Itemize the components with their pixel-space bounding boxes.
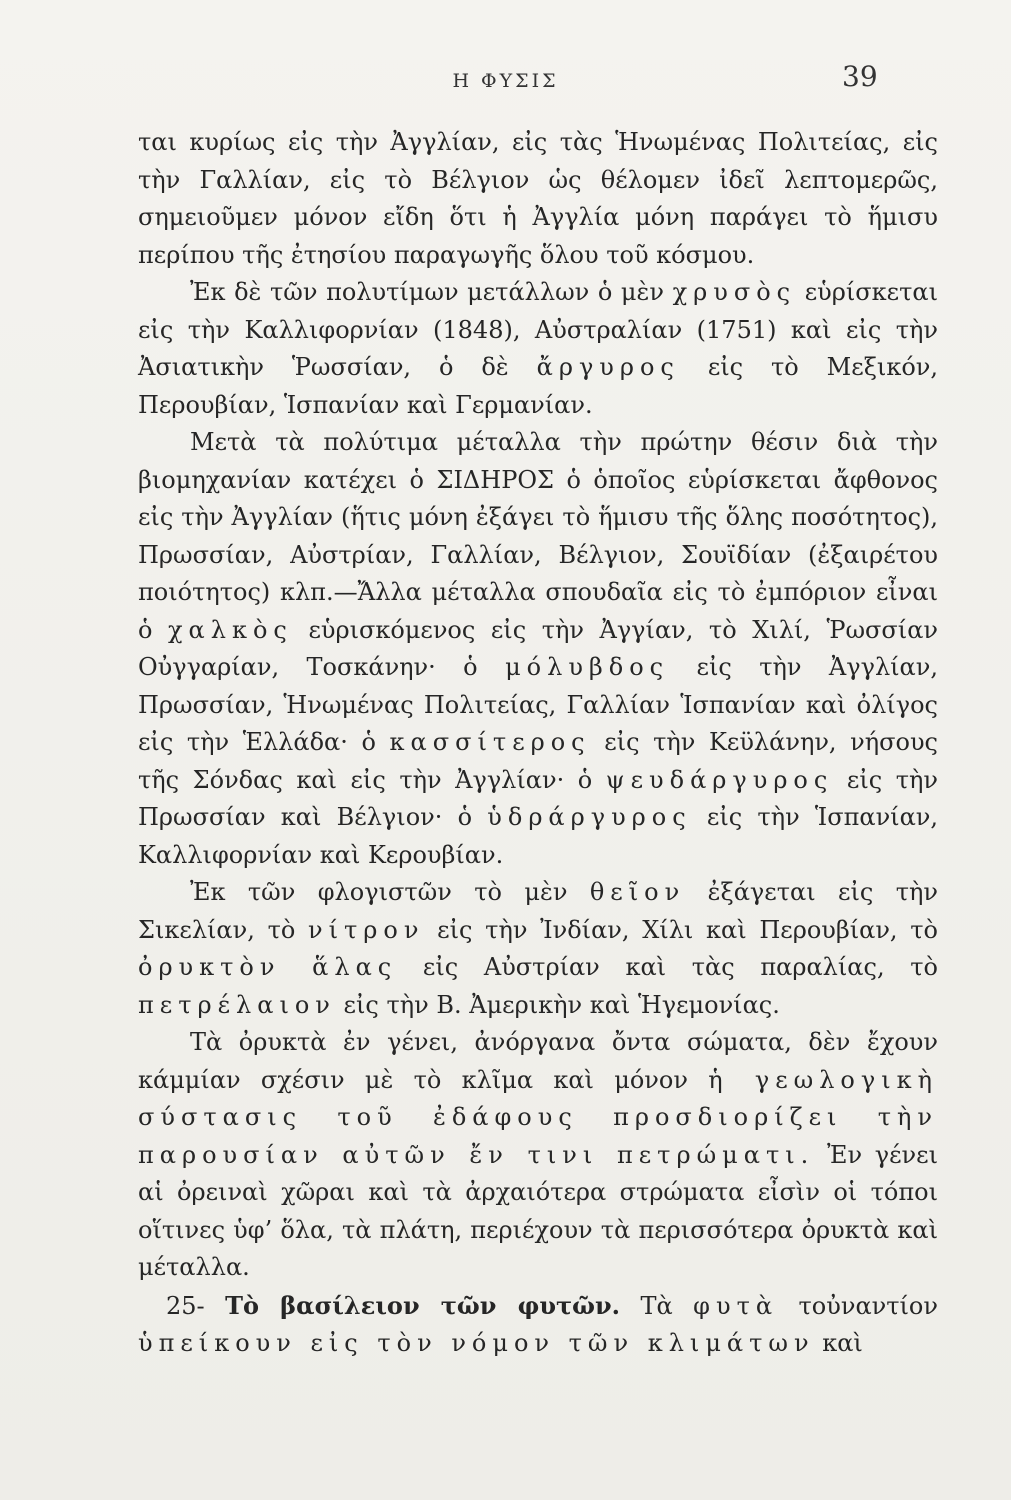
paragraph-2: [138, 274, 938, 424]
text-run: Μετὰ τὰ πολύτιμα μέταλλα τὴν πρώτην θέσιν διὰ τὴν βιομηχανίαν κατέχει ὁ ΣΙΔΗΡΟΣ ὁ ὁποῖος εὑρίσκεται ἄφθονος εἰς τὴν Ἀγγλίαν (ἥτις μόνη ἐξάγει τὸ ἥμισυ τῆς ὅλης ποσότητος), Πρωσσίαν, Αὐστρίαν, Γαλλίαν, Βέλγιον, Σουϊδίαν (ἐξαιρέτου ποιότητος) κλπ.—Ἄλλα μέταλλα σπουδαῖα εἰς τὸ ἐμπόριον εἶναι ὁ: [138, 428, 938, 644]
text-run: εὑρίσκεται εἰς τὴν Καλλιφορνίαν (1848), Αὐστραλίαν (1751) καὶ εἰς τὴν Ἀσιατικὴν Ῥωσσίαν, ὁ δὲ: [138, 278, 938, 381]
paragraph-4: [138, 874, 938, 1024]
spaced-term: ὑδράργυρος: [487, 803, 692, 831]
spaced-term: φυτὰ: [693, 1291, 779, 1320]
spaced-term: ὑπείκουν εἰς τὸν νόμον τῶν κλιμάτων: [138, 1329, 815, 1357]
text-run: εἰς τὸ Μεξικόν, Περουβίαν, Ἱσπανίαν καὶ Γερμανίαν.: [138, 353, 938, 419]
paragraph-6: [138, 1287, 938, 1363]
spaced-term: χαλκὸς: [168, 615, 293, 644]
text-run: εἰς τὴν Πρωσσίαν καὶ Βέλγιον· ὁ: [138, 765, 938, 831]
running-header: Η ΦΥΣΙΣ: [452, 70, 559, 92]
spaced-term: νίτρον: [308, 915, 425, 944]
text-run: εἰς τὴν Ἀγγλίαν, Πρωσσίαν, Ἡνωμένας Πολιτείας, Γαλλίαν Ἱσπανίαν καὶ ὀλίγος εἰς τὴν Ἑλλάδα· ὁ: [138, 653, 938, 756]
section-title: Τὸ βασίλειον τῶν φυτῶν.: [225, 1290, 621, 1320]
text-run: καὶ: [822, 1329, 863, 1357]
text-run: τοὐναντίον: [798, 1291, 938, 1320]
section-number: 25-: [166, 1291, 205, 1320]
paragraph-1: ται κυρίως εἰς τὴν Ἀγγλίαν, εἰς τὰς Ἡνωμένας Πολιτείας, εἰς τὴν Γαλλίαν, εἰς τὸ Βέλγιον ὡς θέλομεν ἰδεῖ λεπτομερῶς, σημειοῦμεν μόνον εἴδη ὅτι ἡ Ἀγγλία μόνη παράγει τὸ ἥμισυ περίπου τῆς ἐτησίου παραγωγῆς ὅλου τοῦ κόσμου.: [138, 128, 938, 269]
text-run: εἰς τὴν Ἱσπανίαν, Καλλιφορνίαν καὶ Κερουβίαν.: [138, 803, 938, 869]
text-run: εἰς τὴν Κεϋλάνην, νήσους τῆς Σόνδας καὶ εἰς τὴν Ἀγγλίαν· ὁ: [138, 728, 938, 794]
spaced-term: κασσίτερος: [389, 728, 591, 756]
text-run: ἐξάγεται εἰς τὴν Σικελίαν, τὸ: [138, 878, 938, 944]
text-run: εὑρισκόμενος εἰς τὴν Ἀγγίαν, τὸ Χιλί, Ῥωσσίαν Οὐγγαρίαν, Τοσκάνην· ὁ: [138, 615, 938, 681]
page-number: 39: [842, 60, 878, 93]
text-run: Ἐκ τῶν φλογιστῶν τὸ μὲν: [190, 878, 568, 906]
spaced-term: ὀρυκτὸν ἅλας: [138, 953, 398, 981]
paragraph-3: [138, 424, 938, 874]
spaced-term: ἄργυρος: [536, 353, 680, 381]
spaced-term: χρυσὸς: [672, 278, 797, 306]
text-run: Τὰ: [640, 1291, 673, 1320]
text-run: Ἐν γένει αἱ ὀρειναὶ χῶραι καὶ τὰ ἀρχαιότερα στρώματα εἶσὶν οἱ τόποι οἵτινες ὑφ’ ὅλα, τὰ πλάτη, περιέχουν τὰ περισσότερα ὀρυκτὰ καὶ μέταλλα.: [138, 1140, 938, 1281]
text-run: εἰς τὴν Β. Ἀμερικὴν καὶ Ἡγεμονίας.: [343, 990, 780, 1019]
text-run: εἰς τὴν Ἰνδίαν, Χίλι καὶ Περουβίαν, τὸ: [437, 915, 938, 944]
spaced-term: μόλυβδος: [505, 653, 670, 681]
text-run: Ἐκ δὲ τῶν πολυτίμων μετάλλων ὁ μὲν: [190, 278, 664, 306]
paragraph-5: [138, 1024, 938, 1287]
text-run: εἰς Αὐστρίαν καὶ τὰς παραλίας, τὸ: [422, 953, 938, 981]
body-text: [138, 124, 938, 1363]
spaced-term: ἡ γεωλογικὴ σύστασις τοῦ ἐδάφους προσδιορίζει τὴν παρουσίαν αὐτῶν ἔν τινι πετρώματι.: [138, 1065, 938, 1169]
text-run: Τὰ ὀρυκτὰ ἐν γένει, ἀνόργανα ὄντα σώματα, δὲν ἔχουν κάμμίαν σχέσιν μὲ τὸ κλῖμα καὶ μόνον: [138, 1028, 938, 1094]
spaced-term: θεῖον: [589, 878, 686, 906]
spaced-term: ψευδάργυρος: [605, 765, 834, 794]
spaced-term: πετρέλαιον: [138, 990, 336, 1019]
